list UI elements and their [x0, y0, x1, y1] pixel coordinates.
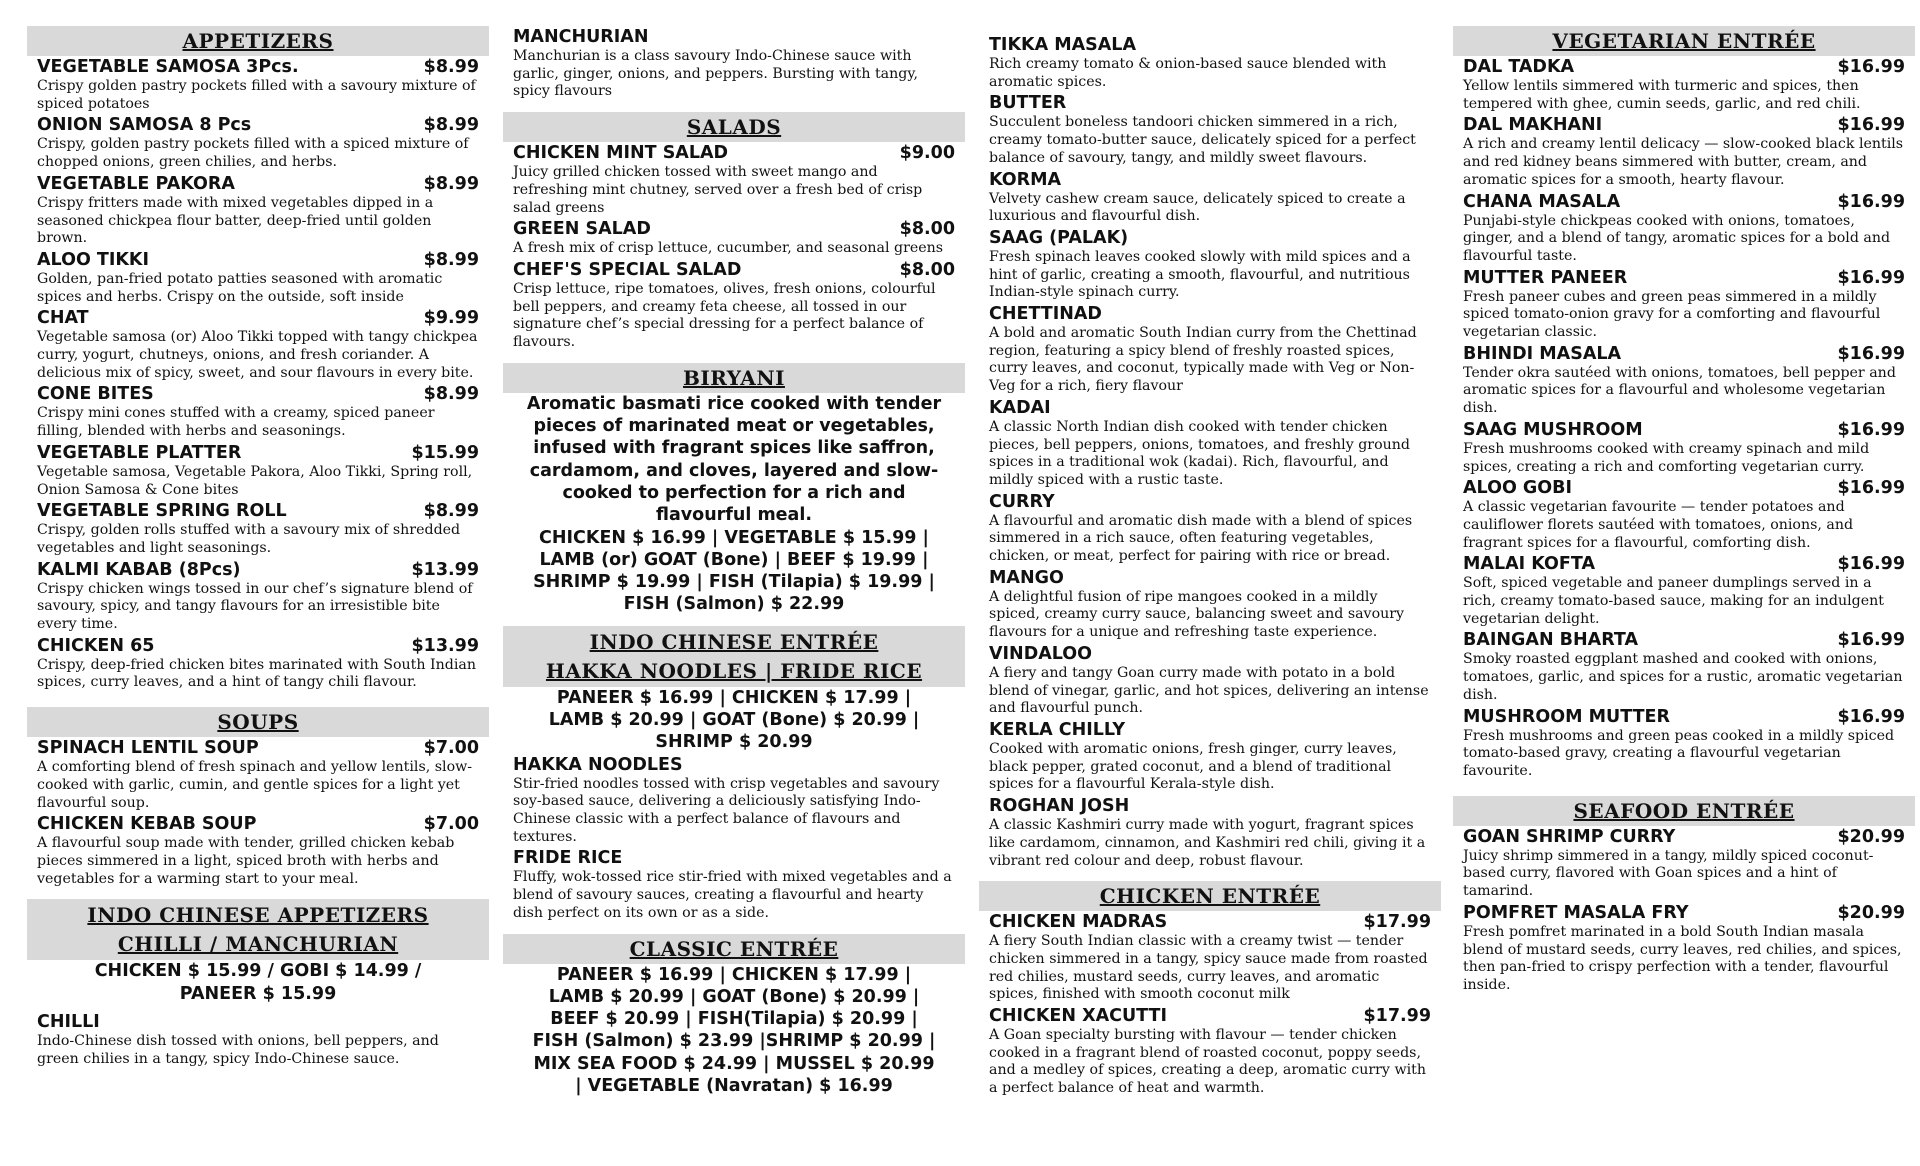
appetizers-list: [27, 56, 489, 692]
item-description: Soft, spiced vegetable and paneer dumplings served in a rich, creamy tomato-based sauce, making for an indulgent vegetarian delight.: [1463, 575, 1884, 627]
menu-item: [989, 303, 1431, 396]
biryani-heading: BIRYANI: [503, 363, 965, 393]
item-name: TIKKA MASALA: [989, 35, 1137, 55]
price-line: PANEER $ 15.99: [179, 983, 337, 1004]
classic-entree-section: [503, 964, 965, 1098]
indo-appetizers-heading: [27, 899, 489, 960]
item-description: A fresh mix of crisp lettuce, cucumber, and seasonal greens: [513, 240, 944, 257]
item-name: KADAI: [989, 397, 1051, 418]
menu-column-4: [1453, 26, 1915, 996]
menu-item: [513, 218, 955, 258]
item-name: MUTTER PANEER: [1463, 267, 1628, 288]
menu-item: [37, 737, 479, 812]
item-name: POMFRET MASALA FRY: [1463, 902, 1689, 923]
item-description: A rich and creamy lentil delicacy — slow-cooked black lentils and red kidney beans simmered with butter, cream, and aromatic spices for a smooth, hearty flavour.: [1463, 136, 1904, 188]
item-name: CHAT: [37, 308, 89, 329]
salads-list: [503, 142, 965, 352]
item-price: $9.99: [423, 308, 479, 329]
menu-item: [37, 56, 479, 113]
menu-item: [1463, 902, 1905, 995]
item-name: DAL TADKA: [1463, 57, 1575, 77]
item-description: A bold and aromatic South Indian curry from the Chettinad region, featuring a spicy blend of freshly roasted spices, curry leaves, and coconut, typically made with Veg or Non-Veg for a rich, fiery flavour: [989, 325, 1417, 395]
seafood-entree-list: [1453, 826, 1915, 995]
item-name: BHINDI MASALA: [1463, 343, 1622, 364]
item-price: $16.99: [1837, 478, 1905, 499]
biryani-line: cardamom, and cloves, layered and slow-: [529, 460, 939, 481]
menu-item: [1463, 419, 1905, 476]
item-price: $8.99: [423, 57, 479, 77]
item-price: $8.99: [423, 173, 479, 194]
curry-styles-list: [979, 26, 1441, 870]
item-name: CHICKEN MINT SALAD: [513, 143, 729, 164]
indo-appetizers-title: INDO CHINESE APPETIZERS: [87, 903, 429, 928]
item-name: ONION SAMOSA 8 Pcs: [37, 115, 252, 136]
price-line: SHRIMP $ 19.99 | FISH (Tilapia) $ 19.99 |: [533, 572, 935, 593]
item-description: Smoky roasted eggplant mashed and cooked with onions, tomatoes, garlic, and spices for a rustic, aromatic vegetarian dish.: [1463, 651, 1903, 703]
price-line: FISH (Salmon) $ 22.99: [623, 594, 845, 615]
item-price: $7.00: [423, 814, 479, 835]
soups-list: [27, 737, 489, 888]
item-description: A classic North Indian dish cooked with tender chicken pieces, bell peppers, onions, tomatoes, and freshly ground spices in a traditional wok (kadai). Rich, flavourful, and mildly spiced with a rustic taste.: [989, 418, 1410, 488]
item-description: Fluffy, wok-tossed rice stir-fried with mixed vegetables and a blend of savoury sauces, creating a flavourful and hearty dish perfect on its own or as a side.: [513, 869, 952, 921]
item-name: SAAG (PALAK): [989, 227, 1129, 248]
item-description: Golden, pan-fried potato patties seasoned with aromatic spices and herbs. Crispy on the outside, soft inside: [37, 270, 443, 305]
menu-item: [989, 567, 1431, 642]
price-line: LAMB $ 20.99 | GOAT (Bone) $ 20.99 |: [548, 986, 920, 1007]
price-line: BEEF $ 20.99 | FISH(Tilapia) $ 20.99 |: [550, 1009, 918, 1030]
biryani-line: infused with fragrant spices like saffron,: [533, 438, 935, 459]
item-price: $16.99: [1837, 267, 1905, 288]
menu-item: [37, 307, 479, 382]
item-price: $16.99: [1837, 419, 1905, 440]
menu-item: [989, 911, 1431, 1004]
biryani-line: pieces of marinated meat or vegetables,: [533, 416, 935, 437]
menu-item: [513, 142, 955, 217]
item-description: A delightful fusion of ripe mangoes cooked in a mildly spiced, creamy curry sauce, balancing sweet and savoury flavours for a unique and refreshing taste experience.: [989, 588, 1405, 641]
menu-item: [989, 34, 1431, 91]
menu-item: [989, 719, 1431, 794]
item-description: Vegetable samosa (or) Aloo Tikki topped with tangy chickpea curry, yogurt, chutneys, onions, and fresh coriander. A delicious mix of spicy, sweet, and sour flavours in every bite.: [37, 329, 478, 381]
menu-column-1: [27, 26, 489, 1069]
menu-item: [513, 26, 955, 101]
item-price: $16.99: [1837, 343, 1905, 364]
item-name: MALAI KOFTA: [1463, 554, 1595, 575]
price-line: CHICKEN $ 15.99 / GOBI $ 14.99 /: [94, 961, 422, 982]
item-name: CHETTINAD: [989, 304, 1102, 325]
item-price: $16.99: [1837, 115, 1905, 136]
item-description: Fresh pomfret marinated in a bold South Indian masala blend of mustard seeds, curry leaves, red chilies, and spices, then pan-fried to crispy perfection with a tender, flavourful inside.: [1463, 923, 1902, 993]
item-description: Crispy, golden pastry pockets filled with a spiced mixture of chopped onions, green chilies, and herbs.: [37, 136, 469, 171]
menu-item: [989, 397, 1431, 490]
item-name: CHICKEN KEBAB SOUP: [37, 814, 257, 835]
item-description: Rich creamy tomato & onion-based sauce blended with aromatic spices.: [989, 56, 1387, 90]
item-description: Succulent boneless tandoori chicken simmered in a rich, creamy tomato-butter sauce, delicately spiced for a perfect balance of savoury, tangy, and mildly sweet flavours.: [989, 114, 1416, 166]
price-line: LAMB (or) GOAT (Bone) | BEEF $ 19.99 |: [539, 549, 929, 570]
indo-appetizers-list: [27, 960, 489, 1068]
item-price: $17.99: [1363, 912, 1431, 933]
menu-column-3: [979, 26, 1441, 1099]
menu-item: [989, 227, 1431, 302]
indo-entree-list: [503, 687, 965, 923]
item-name: CHICKEN MADRAS: [989, 912, 1168, 933]
menu-item: [1463, 267, 1905, 342]
menu-item: [1463, 56, 1905, 113]
item-price: $20.99: [1837, 826, 1905, 847]
vegetarian-entree-list: [1453, 56, 1915, 781]
item-name: CHANA MASALA: [1463, 191, 1621, 212]
item-price: $8.00: [899, 259, 955, 280]
item-description: Tender okra sautéed with onions, tomatoes, bell pepper and aromatic spices for a flavourful and wholesome vegetarian dish.: [1463, 364, 1896, 417]
item-name: KALMI KABAB (8Pcs): [37, 559, 241, 580]
price-line: MIX SEA FOOD $ 24.99 | MUSSEL $ 20.99: [533, 1053, 935, 1074]
item-price: $16.99: [1837, 630, 1905, 651]
item-name: SPINACH LENTIL SOUP: [37, 738, 259, 759]
item-price: $7.00: [423, 738, 479, 759]
item-description: Juicy shrimp simmered in a tangy, mildly spiced coconut-based curry, flavored with Goan spices and a hint of tamarind.: [1463, 847, 1874, 900]
item-price: $9.00: [899, 143, 955, 164]
item-price: $8.99: [423, 249, 479, 270]
menu-item: [989, 1005, 1431, 1098]
item-description: A classic vegetarian favourite — tender potatoes and cauliflower florets sautéed with tomatoes, onions, and fragrant spices for a flavourful, comforting dish.: [1463, 499, 1854, 551]
item-description: Fresh mushrooms and green peas cooked in a mildly spiced tomato-based gravy, creating a flavourful vegetarian favourite.: [1463, 727, 1895, 779]
menu-item: [37, 559, 479, 634]
item-name: FRIDE RICE: [513, 848, 623, 869]
soups-heading: SOUPS: [27, 707, 489, 737]
item-name: CHICKEN 65: [37, 635, 155, 656]
item-description: Stir-fried noodles tossed with crisp vegetables and savoury soy-based sauce, delivering a deliciously satisfying Indo-Chinese classic with a perfect balance of flavours and textures.: [513, 775, 940, 845]
price-line: PANEER $ 16.99 | CHICKEN $ 17.99 |: [556, 687, 912, 708]
menu-item: [1463, 477, 1905, 552]
item-name: SAAG MUSHROOM: [1463, 419, 1643, 440]
item-name: MUSHROOM MUTTER: [1463, 706, 1670, 727]
menu-item: [1463, 114, 1905, 189]
biryani-line: Aromatic basmati rice cooked with tender: [526, 393, 942, 414]
item-price: $8.99: [423, 384, 479, 405]
item-name: CURRY: [989, 491, 1055, 512]
item-description: A fiery South Indian classic with a creamy twist — tender chicken simmered in a tangy, spicy sauce made from roasted red chilies, mustard seeds, curry leaves, and aromatic spices, finished with smooth coconut milk: [989, 933, 1428, 1003]
menu-item: [513, 847, 955, 922]
item-price: $20.99: [1837, 902, 1905, 923]
price-line: FISH (Salmon) $ 23.99 |SHRIMP $ 20.99 |: [532, 1031, 936, 1052]
salads-heading: SALADS: [503, 112, 965, 142]
item-description: Crispy chicken wings tossed in our chef’s signature blend of savoury, spicy, and tangy flavours for an irresistible bite every time.: [37, 580, 473, 633]
item-price: $8.99: [423, 115, 479, 136]
price-line: | VEGETABLE (Navratan) $ 16.99: [575, 1076, 893, 1096]
menu-item: [37, 442, 479, 499]
item-name: GOAN SHRIMP CURRY: [1463, 826, 1676, 847]
item-description: Yellow lentils simmered with turmeric and spices, then tempered with ghee, cumin seeds, garlic, and red chili.: [1463, 78, 1861, 112]
biryani-line: flavourful meal.: [655, 505, 813, 526]
appetizers-heading: APPETIZERS: [27, 26, 489, 56]
item-price: $13.99: [411, 635, 479, 656]
item-description: Fresh mushrooms cooked with creamy spinach and mild spices, creating a rich and comforting vegetarian curry.: [1463, 440, 1870, 475]
item-name: MANGO: [989, 567, 1064, 588]
seafood-entree-heading: SEAFOOD ENTRÉE: [1453, 796, 1915, 826]
indo-entree-heading: [503, 626, 965, 687]
item-price: $13.99: [411, 559, 479, 580]
item-description: Cooked with aromatic onions, fresh ginger, curry leaves, black pepper, grated coconut, and a blend of traditional spices for a flavourful Kerala-style dish.: [989, 740, 1397, 793]
item-description: Crispy, deep-fried chicken bites marinated with South Indian spices, curry leaves, and a hint of tangy chili flavour.: [37, 656, 476, 691]
item-description: Fresh paneer cubes and green peas simmered in a mildly spiced tomato-onion gravy for a comforting and flavourful vegetarian classic.: [1463, 288, 1881, 341]
menu-item: [1463, 826, 1905, 901]
menu-item: [37, 813, 479, 888]
menu-item: [1463, 553, 1905, 628]
item-price: $15.99: [411, 442, 479, 463]
price-line: CHICKEN $ 16.99 | VEGETABLE $ 15.99 |: [539, 527, 929, 548]
item-description: Vegetable samosa, Vegetable Pakora, Aloo Tikki, Spring roll, Onion Samosa & Cone bites: [37, 463, 473, 498]
item-name: ROGHAN JOSH: [989, 796, 1130, 817]
vegetarian-entree-heading: VEGETARIAN ENTRÉE: [1453, 26, 1915, 56]
item-name: CHILLI: [37, 1011, 100, 1032]
price-line: PANEER $ 16.99 | CHICKEN $ 17.99 |: [556, 964, 912, 985]
item-name: BAINGAN BHARTA: [1463, 630, 1639, 651]
item-description: Crispy golden pastry pockets filled with a savoury mixture of spiced potatoes: [37, 78, 476, 112]
indo-appetizers-subtitle: CHILLI / MANCHURIAN: [117, 932, 399, 957]
item-price: $16.99: [1837, 191, 1905, 212]
item-description: Crisp lettuce, ripe tomatoes, olives, fresh onions, colourful bell peppers, and creamy feta cheese, all tossed in our signature chef’s special dressing for a perfect balance of flavours.: [513, 280, 936, 351]
item-name: BUTTER: [989, 93, 1067, 114]
item-price: $16.99: [1837, 554, 1905, 575]
price-line: LAMB $ 20.99 | GOAT (Bone) $ 20.99 |: [548, 710, 920, 730]
menu-item: [513, 259, 955, 352]
menu-item: [1463, 191, 1905, 266]
item-name: KORMA: [989, 169, 1062, 190]
item-name: HAKKA NOODLES: [513, 754, 683, 775]
menu-item: [989, 169, 1431, 226]
item-description: A flavourful and aromatic dish made with a blend of spices simmered in a rich sauce, often featuring vegetables, chicken, or meat, perfect for pairing with rice or bread.: [989, 512, 1413, 565]
menu-item: [989, 491, 1431, 566]
item-description: Manchurian is a class savoury Indo-Chinese sauce with garlic, ginger, onions, and peppers. Bursting with tangy, spicy flavours: [513, 48, 918, 100]
menu-item: [37, 635, 479, 692]
item-name: CHEF'S SPECIAL SALAD: [513, 259, 742, 280]
menu-item: [513, 754, 955, 847]
menu-item: [37, 249, 479, 306]
item-price: $8.00: [899, 219, 955, 240]
menu-item: [37, 383, 479, 440]
item-price: $16.99: [1837, 706, 1905, 727]
item-description: A comforting blend of fresh spinach and yellow lentils, slow-cooked with garlic, cumin, and gentle spices for a light yet flavourful soup.: [37, 759, 473, 811]
item-description: Crispy, golden rolls stuffed with a savoury mix of shredded vegetables and light seasonings.: [37, 522, 461, 556]
indo-entree-subtitle: HAKKA NOODLES | FRIDE RICE: [545, 658, 923, 683]
biryani-line: cooked to perfection for a rich and: [562, 482, 906, 503]
item-description: A Goan specialty bursting with flavour — tender chicken cooked in a fragrant blend of roasted coconut, poppy seeds, and a medley of spices, creating a deep, aromatic curry with a perfect balance of heat and warmth.: [989, 1027, 1426, 1097]
item-price: $16.99: [1837, 57, 1905, 77]
item-price: $8.99: [423, 501, 479, 522]
biryani-section: [503, 393, 965, 616]
item-name: CONE BITES: [37, 384, 154, 405]
item-description: Punjabi-style chickpeas cooked with onions, tomatoes, ginger, and a blend of tangy, aromatic spices for a bold and flavourful taste.: [1463, 212, 1891, 264]
item-name: VEGETABLE PLATTER: [37, 442, 242, 463]
item-name: CHICKEN XACUTTI: [989, 1006, 1167, 1027]
item-name: VINDALOO: [989, 643, 1093, 664]
item-description: A classic Kashmiri curry made with yogurt, fragrant spices like cardamom, cinnamon, and Kashmiri red chili, giving it a vibrant red colour and deep, robust flavour.: [989, 817, 1426, 869]
item-name: MANCHURIAN: [513, 27, 649, 47]
item-description: Crispy mini cones stuffed with a creamy, spiced paneer filling, blended with herbs and seasonings.: [37, 405, 435, 440]
price-line: SHRIMP $ 20.99: [655, 732, 813, 753]
menu-column-2: [503, 26, 965, 1097]
menu-item: [989, 643, 1431, 718]
item-name: KERLA CHILLY: [989, 719, 1126, 740]
item-description: Fresh spinach leaves cooked slowly with mild spices and a hint of garlic, creating a smooth, flavourful, and nutritious Indian-style spinach curry.: [989, 248, 1411, 301]
item-description: Indo-Chinese dish tossed with onions, bell peppers, and green chilies in a tangy, spicy Indo-Chinese sauce.: [37, 1032, 439, 1067]
item-description: Juicy grilled chicken tossed with sweet mango and refreshing mint chutney, served over a fresh bed of crisp salad greens: [513, 164, 923, 216]
classic-entree-heading: CLASSIC ENTRÉE: [503, 934, 965, 964]
menu-item: [1463, 629, 1905, 704]
menu-item: [1463, 706, 1905, 781]
menu-item: [37, 173, 479, 248]
item-description: A flavourful soup made with tender, grilled chicken kebab pieces simmered in a light, spiced broth with herbs and vegetables for a warming start to your meal.: [37, 835, 455, 887]
menu-item: [37, 1011, 479, 1068]
menu-item: [37, 500, 479, 557]
menu-item: [989, 795, 1431, 870]
item-description: A fiery and tangy Goan curry made with potato in a bold blend of vinegar, garlic, and hot spices, delivering an intense and flavourful punch.: [989, 664, 1429, 717]
menu-item: [989, 92, 1431, 167]
item-name: ALOO GOBI: [1463, 478, 1573, 499]
menu-item: [37, 114, 479, 171]
indo-appetizers-continued: [503, 26, 965, 101]
item-name: VEGETABLE SPRING ROLL: [37, 501, 287, 522]
item-description: Velvety cashew cream sauce, delicately spiced to create a luxurious and flavourful dish.: [989, 190, 1406, 225]
item-name: ALOO TIKKI: [37, 249, 149, 270]
item-description: Crispy fritters made with mixed vegetables dipped in a seasoned chickpea flour batter, deep-fried until golden brown.: [37, 194, 434, 247]
chicken-entree-list: [979, 911, 1441, 1098]
item-name: GREEN SALAD: [513, 219, 651, 240]
item-name: DAL MAKHANI: [1463, 115, 1603, 136]
item-price: $17.99: [1363, 1006, 1431, 1027]
item-name: VEGETABLE PAKORA: [37, 173, 235, 194]
menu-item: [1463, 343, 1905, 418]
item-name: VEGETABLE SAMOSA 3Pcs.: [37, 57, 299, 77]
chicken-entree-heading: CHICKEN ENTRÉE: [979, 881, 1441, 911]
indo-entree-title: INDO CHINESE ENTRÉE: [589, 629, 879, 654]
